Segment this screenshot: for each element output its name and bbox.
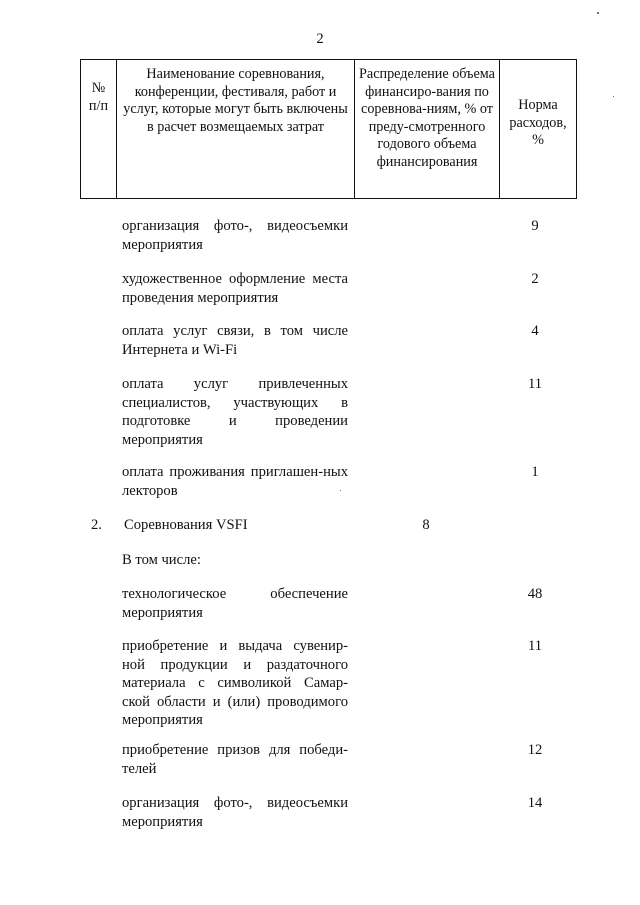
scan-speck <box>340 490 341 491</box>
row-norm: 48 <box>527 586 543 602</box>
scan-speck <box>597 12 599 14</box>
row-norm: 12 <box>527 742 543 758</box>
header-norm <box>500 60 577 199</box>
row-description: оплата проживания приглашен-ных лекторов <box>122 464 348 499</box>
row-norm: 11 <box>527 376 543 392</box>
row-description: оплата услуг привлеченных специалистов, участвующих в подготовке и проведении мероприятия <box>122 376 348 448</box>
scan-speck <box>613 96 614 97</box>
row-description: организация фото-, видеосъемки мероприятия <box>122 795 348 830</box>
table-header <box>80 59 577 199</box>
row-description: оплата услуг связи, в том числе Интернета и Wi-Fi <box>122 323 348 358</box>
row-norm: 9 <box>531 218 539 234</box>
row-description: приобретение и выдача сувенир-ной продукции и раздаточного материала с символикой Самар-ской области и (или) проводимого мероприятия <box>122 638 348 728</box>
header-number <box>81 60 117 199</box>
competition-title: Соревнования VSFI <box>124 517 248 533</box>
header-name-label: Наименование соревнования, конференции, фестиваля, работ и услуг, которые могут быть включены в расчет возмещаемых затрат <box>123 66 348 135</box>
row-norm: 11 <box>527 638 543 654</box>
row-description: технологическое обеспечение мероприятия <box>122 586 348 621</box>
header-number-label: № п/п <box>88 80 109 114</box>
competition-number: 2. <box>91 517 102 533</box>
header-norm-label: Норма расходов, % <box>509 97 567 148</box>
page-number: 2 <box>316 31 324 47</box>
header-name <box>117 60 355 199</box>
row-norm: 1 <box>531 464 539 480</box>
row-norm: 14 <box>527 795 543 811</box>
header-distribution <box>355 60 500 199</box>
header-distribution-label: Распределение объема финансиро-вания по соревнова-ниям, % от преду-смотренного годового объема финансирования <box>359 66 495 170</box>
subheading: В том числе: <box>122 552 201 568</box>
row-description: организация фото-, видеосъемки мероприятия <box>122 218 348 253</box>
competition-distribution: 8 <box>422 517 430 533</box>
row-norm: 4 <box>531 323 539 339</box>
row-description: художественное оформление места проведения мероприятия <box>122 271 348 306</box>
row-norm: 2 <box>531 271 539 287</box>
row-description: приобретение призов для победи-телей <box>122 742 348 777</box>
